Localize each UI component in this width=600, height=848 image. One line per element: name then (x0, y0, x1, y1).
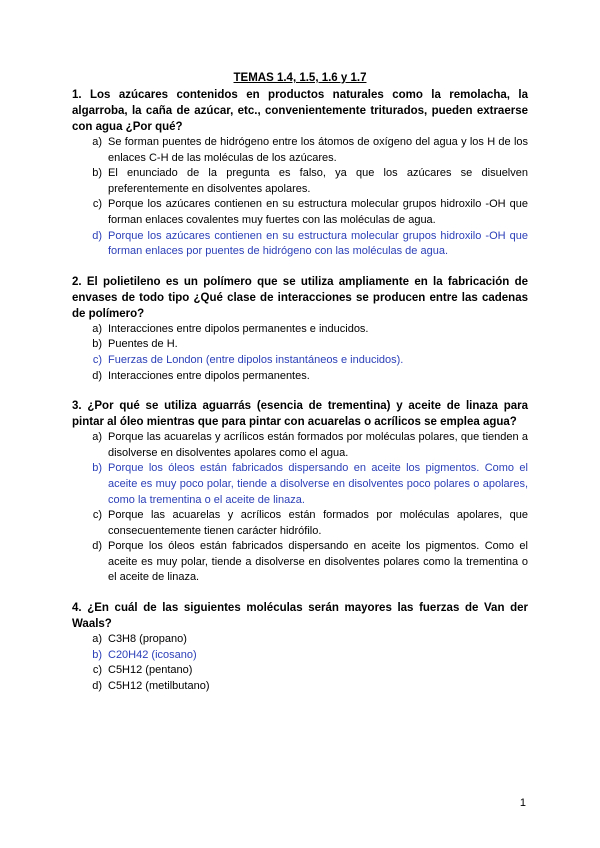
option-a (72, 632, 528, 648)
question-text: 4. ¿En cuál de las siguientes moléculas serán mayores las fuerzas de Van der Waals? (72, 602, 528, 631)
option-c (72, 508, 528, 539)
option-text: Porque los óleos están fabricados dispersando en aceite los pigmentos. Como el aceite es muy polar, tiende a disolverse en disolventes polares como la trementina o el aceite de linaza. (108, 540, 528, 584)
option-text: Porque los azúcares contienen en su estructura molecular grupos hidroxilo -OH que forman enlaces covalentes muy fuertes con las moléculas de agua. (108, 198, 528, 226)
option-letter: c) (92, 664, 102, 677)
question-text: 2. El polietileno es un polímero que se utiliza ampliamente en la fabricación de envases de todo tipo ¿Qué clase de interacciones se producen entre las cadenas de polímero? (72, 275, 528, 320)
option-c (72, 663, 528, 679)
option-letter: d) (92, 229, 102, 242)
option-a (72, 135, 528, 166)
option-a (72, 322, 528, 338)
option-a (72, 430, 528, 461)
option-text: Interacciones entre dipolos permanentes e inducidos. (108, 322, 369, 335)
option-letter: a) (92, 633, 102, 646)
option-c-correct-answer (72, 353, 528, 369)
option-letter: b) (92, 462, 102, 475)
option-text: Interacciones entre dipolos permanentes. (108, 369, 310, 382)
page-title: TEMAS 1.4, 1.5, 1.6 y 1.7 (233, 72, 367, 84)
option-letter: c) (92, 353, 102, 366)
option-letter: c) (92, 198, 102, 211)
question-text: 1. Los azúcares contenidos en productos naturales como la remolacha, la algarroba, la caña de azúcar, etc., convenientemente triturados, pueden extraerse con agua ¿Por qué? (72, 89, 528, 133)
question-block-1 (72, 87, 528, 260)
option-letter: a) (92, 322, 102, 335)
option-text: Porque las acuarelas y acrílicos están formados por moléculas apolares, que consecuentemente tienen carácter hidrófilo. (108, 509, 528, 537)
options-list (72, 135, 528, 260)
option-letter: a) (92, 431, 102, 444)
question-block-3 (72, 398, 528, 586)
options-list (72, 322, 528, 384)
options-list (72, 430, 528, 586)
option-c (72, 197, 528, 228)
option-text: C20H42 (icosano) (108, 648, 197, 661)
question-block-2 (72, 274, 528, 384)
page-number: 1 (519, 797, 526, 809)
option-letter: b) (92, 648, 102, 661)
question-block-4 (72, 600, 528, 694)
option-letter: b) (92, 338, 102, 351)
option-letter: b) (92, 167, 102, 180)
option-letter: d) (92, 679, 102, 692)
option-b-correct-answer (72, 648, 528, 664)
option-text: Porque los óleos están fabricados dispersando en aceite los pigmentos. Como el aceite es muy poco polar, tiende a disolverse en disolventes poco polares o apolares, como la trementina o el aceite de linaza. (108, 462, 528, 506)
option-letter: a) (92, 136, 102, 148)
option-text: Se forman puentes de hidrógeno entre los átomos de oxígeno del agua y los H de los enlaces C-H de las moléculas de los azúcares. (108, 136, 528, 164)
document-page (72, 70, 528, 708)
option-b (72, 166, 528, 197)
option-text: El enunciado de la pregunta es falso, ya que los azúcares se disuelven preferentemente en disolventes apolares. (108, 167, 528, 195)
option-text: Fuerzas de London (entre dipolos instantáneos e inducidos). (108, 353, 404, 366)
option-text: Porque los azúcares contienen en su estructura molecular grupos hidroxilo -OH que forman enlaces por puentes de hidrógeno con las moléculas de agua. (108, 229, 528, 258)
option-text: C5H12 (metilbutano) (108, 679, 210, 692)
option-d (72, 679, 528, 695)
option-d (72, 539, 528, 586)
option-letter: c) (92, 509, 102, 522)
option-b-correct-answer (72, 461, 528, 508)
option-text: Puentes de H. (108, 338, 178, 351)
option-d (72, 369, 528, 385)
option-b (72, 337, 528, 353)
option-text: C5H12 (pentano) (108, 664, 193, 677)
option-d-correct-answer (72, 229, 528, 260)
option-text: Porque las acuarelas y acrílicos están formados por moléculas polares, que tienden a disolverse en disolventes apolares como el agua. (108, 431, 528, 459)
options-list (72, 632, 528, 694)
option-letter: d) (92, 540, 102, 553)
option-letter: d) (92, 369, 102, 382)
question-text: 3. ¿Por qué se utiliza aguarrás (esencia de trementina) y aceite de linaza para pintar al óleo mientras que para pintar con acuarelas o acrílicos se emplea agua? (72, 400, 528, 429)
option-text: C3H8 (propano) (108, 633, 187, 646)
